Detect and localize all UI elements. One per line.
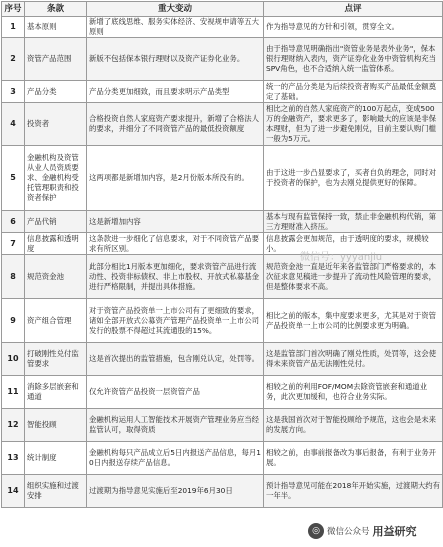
row-comment: 由于这进一步凸显要求了，买者自负的理念，同时对于投资者的保护，也为去刚兑提供更好的保障。 [264, 146, 443, 211]
row-no: 2 [2, 38, 25, 81]
row-item: 产品代销 [25, 211, 87, 233]
header-comment: 点评 [264, 2, 443, 17]
row-no: 4 [2, 103, 25, 146]
row-change: 对于资管产品投资单一上市公司有了更细致的要求，诸如全部开放式公募资产管理产品投资单一上市公司发行的股票不得超过其流通股的15%。 [87, 299, 264, 343]
row-comment: 相较之前的利用FOF/MOM去除资管嵌套和通道业务，此次更加缓和，也符合业务实际。 [264, 376, 443, 409]
row-comment: 基本与现有监管保持一致，禁止非金融机构代销，第三方理财准入挤压。 [264, 211, 443, 233]
table-row [2, 343, 443, 376]
row-no: 5 [2, 146, 25, 211]
row-change: 金融机构运用人工智能技术开展资产管理业务应当经监管认可，取得资质 [87, 409, 264, 442]
table-row [2, 81, 443, 103]
row-item: 规范资金池 [25, 255, 87, 299]
row-change: 过渡期为指导意见实施后至2019年6月30日 [87, 475, 264, 508]
row-item: 投资者 [25, 103, 87, 146]
row-change: 仅允许资管产品投资一层资管产品 [87, 376, 264, 409]
watermark [308, 520, 438, 542]
row-comment: 相比之前的版本，集中度要求更多，尤其是对于资管产品投资单一上市公司的比例要求更为明确。 [264, 299, 443, 343]
row-item: 产品分类 [25, 81, 87, 103]
row-no: 3 [2, 81, 25, 103]
table-row [2, 376, 443, 409]
row-no: 1 [2, 17, 25, 38]
row-item: 资管产品范围 [25, 38, 87, 81]
row-no: 6 [2, 211, 25, 233]
row-comment: 统一的产品分类是为后续投资者购买产品最低金额奠定了基础。 [264, 81, 443, 103]
row-item: 金融机构及资管从业人员资质要求、金融机构受托管理职责和投资者保护 [25, 146, 87, 211]
watermark-mid: 微信号：yyyanjiu [300, 252, 383, 263]
row-change: 这两项都是新增加内容，是2月份版本所没有的。 [87, 146, 264, 211]
watermark-account-label: 微信公众号 [327, 527, 370, 537]
row-change: 新增了底线思维、服务实体经济、安视规申请等五大原则 [87, 17, 264, 38]
header-no: 序号 [2, 2, 25, 17]
table-row [2, 299, 443, 343]
row-no: 9 [2, 299, 25, 343]
row-no: 14 [2, 475, 25, 508]
row-item: 统计制度 [25, 442, 87, 475]
row-change: 新版不包括保本银行理财以及资产证券化业务。 [87, 38, 264, 81]
table-row [2, 17, 443, 38]
row-comment: 由于指导意见明确指出"资管业务是表外业务"，保本银行理财纳入表内，资产证券化业务中资管机构充当SPV角色，也不合适纳入统一监管体系。 [264, 38, 443, 81]
row-comment: 预计指导意见可能在2018年开始实施，过渡期大约有一年半。 [264, 475, 443, 508]
row-comment: 相较之前，由事前报备改为事后报备，有利于业务开展。 [264, 442, 443, 475]
table-row [2, 409, 443, 442]
row-no: 7 [2, 233, 25, 255]
row-item: 信息披露和透明度 [25, 233, 87, 255]
table-row [2, 211, 443, 233]
row-item: 打破刚性兑付监管要求 [25, 343, 87, 376]
header-change: 重大变动 [87, 2, 264, 17]
row-comment: 这是我国首次对于智能投顾给予规范，这也会是未来的发展方向。 [264, 409, 443, 442]
row-no: 13 [2, 442, 25, 475]
table-header-row [2, 2, 443, 17]
table-row [2, 475, 443, 508]
row-item: 基本原则 [25, 17, 87, 38]
row-no: 8 [2, 255, 25, 299]
wechat-icon: ◎ [308, 523, 324, 539]
row-comment: 规范资金池一直是近年来各监管部门严格要求的，本次征求意见稿进一步提升了流动性风险管理的要求，但是整体要求不高。 [264, 255, 443, 299]
row-no: 10 [2, 343, 25, 376]
row-item: 智能投顾 [25, 409, 87, 442]
row-change: 这是首次提出的监管措施，包含刚兑认定，处罚等。 [87, 343, 264, 376]
watermark-brand: 用益研究 [372, 525, 417, 538]
row-change: 此部分相比1月版本更加细化，要求资管产品进行流动性、投资非标债权、非上市股权、开放式私募基金进行严格限制，并提出具体措施。 [87, 255, 264, 299]
row-comment: 相比之前的自然人家庭资产的100万起点，变成500万的金融资产，要求更多了，影响最大的应该是非保本理财，但为了进一步避免刚兑，目前主要认购门槛一般为5万元。 [264, 103, 443, 146]
row-no: 11 [2, 376, 25, 409]
table-row [2, 146, 443, 211]
row-item: 资产组合管理 [25, 299, 87, 343]
table-row [2, 442, 443, 475]
table-row [2, 103, 443, 146]
row-comment: 信息披露会更加规范，由于透明度的要求，规模较小。 [264, 233, 443, 255]
row-comment: 这是监管部门首次明确了刚兑性质，处罚等，这会使得未来资管产品无法刚性兑付。 [264, 343, 443, 376]
row-change: 这条款进一步细化了信息要求，对于不同资管产品要求有所区别。 [87, 233, 264, 255]
row-change: 这是新增加内容 [87, 211, 264, 233]
row-comment: 作为指导意见的方针和引领，贯穿全文。 [264, 17, 443, 38]
row-change: 合格投资自然人家庭资产要求提升，新增了合格法人的要求，并细分了不同资管产品的最低投资额度 [87, 103, 264, 146]
header-item: 条款 [25, 2, 87, 17]
row-item: 组织实施和过渡安排 [25, 475, 87, 508]
row-change: 产品分类更加细致，而且要求明示产品类型 [87, 81, 264, 103]
row-no: 12 [2, 409, 25, 442]
row-item: 消除多层嵌套和通道 [25, 376, 87, 409]
row-change: 金融机构每只产品成立后5日内报送产品信息，每月10日内报送存续产品信息。 [87, 442, 264, 475]
table-row [2, 38, 443, 81]
